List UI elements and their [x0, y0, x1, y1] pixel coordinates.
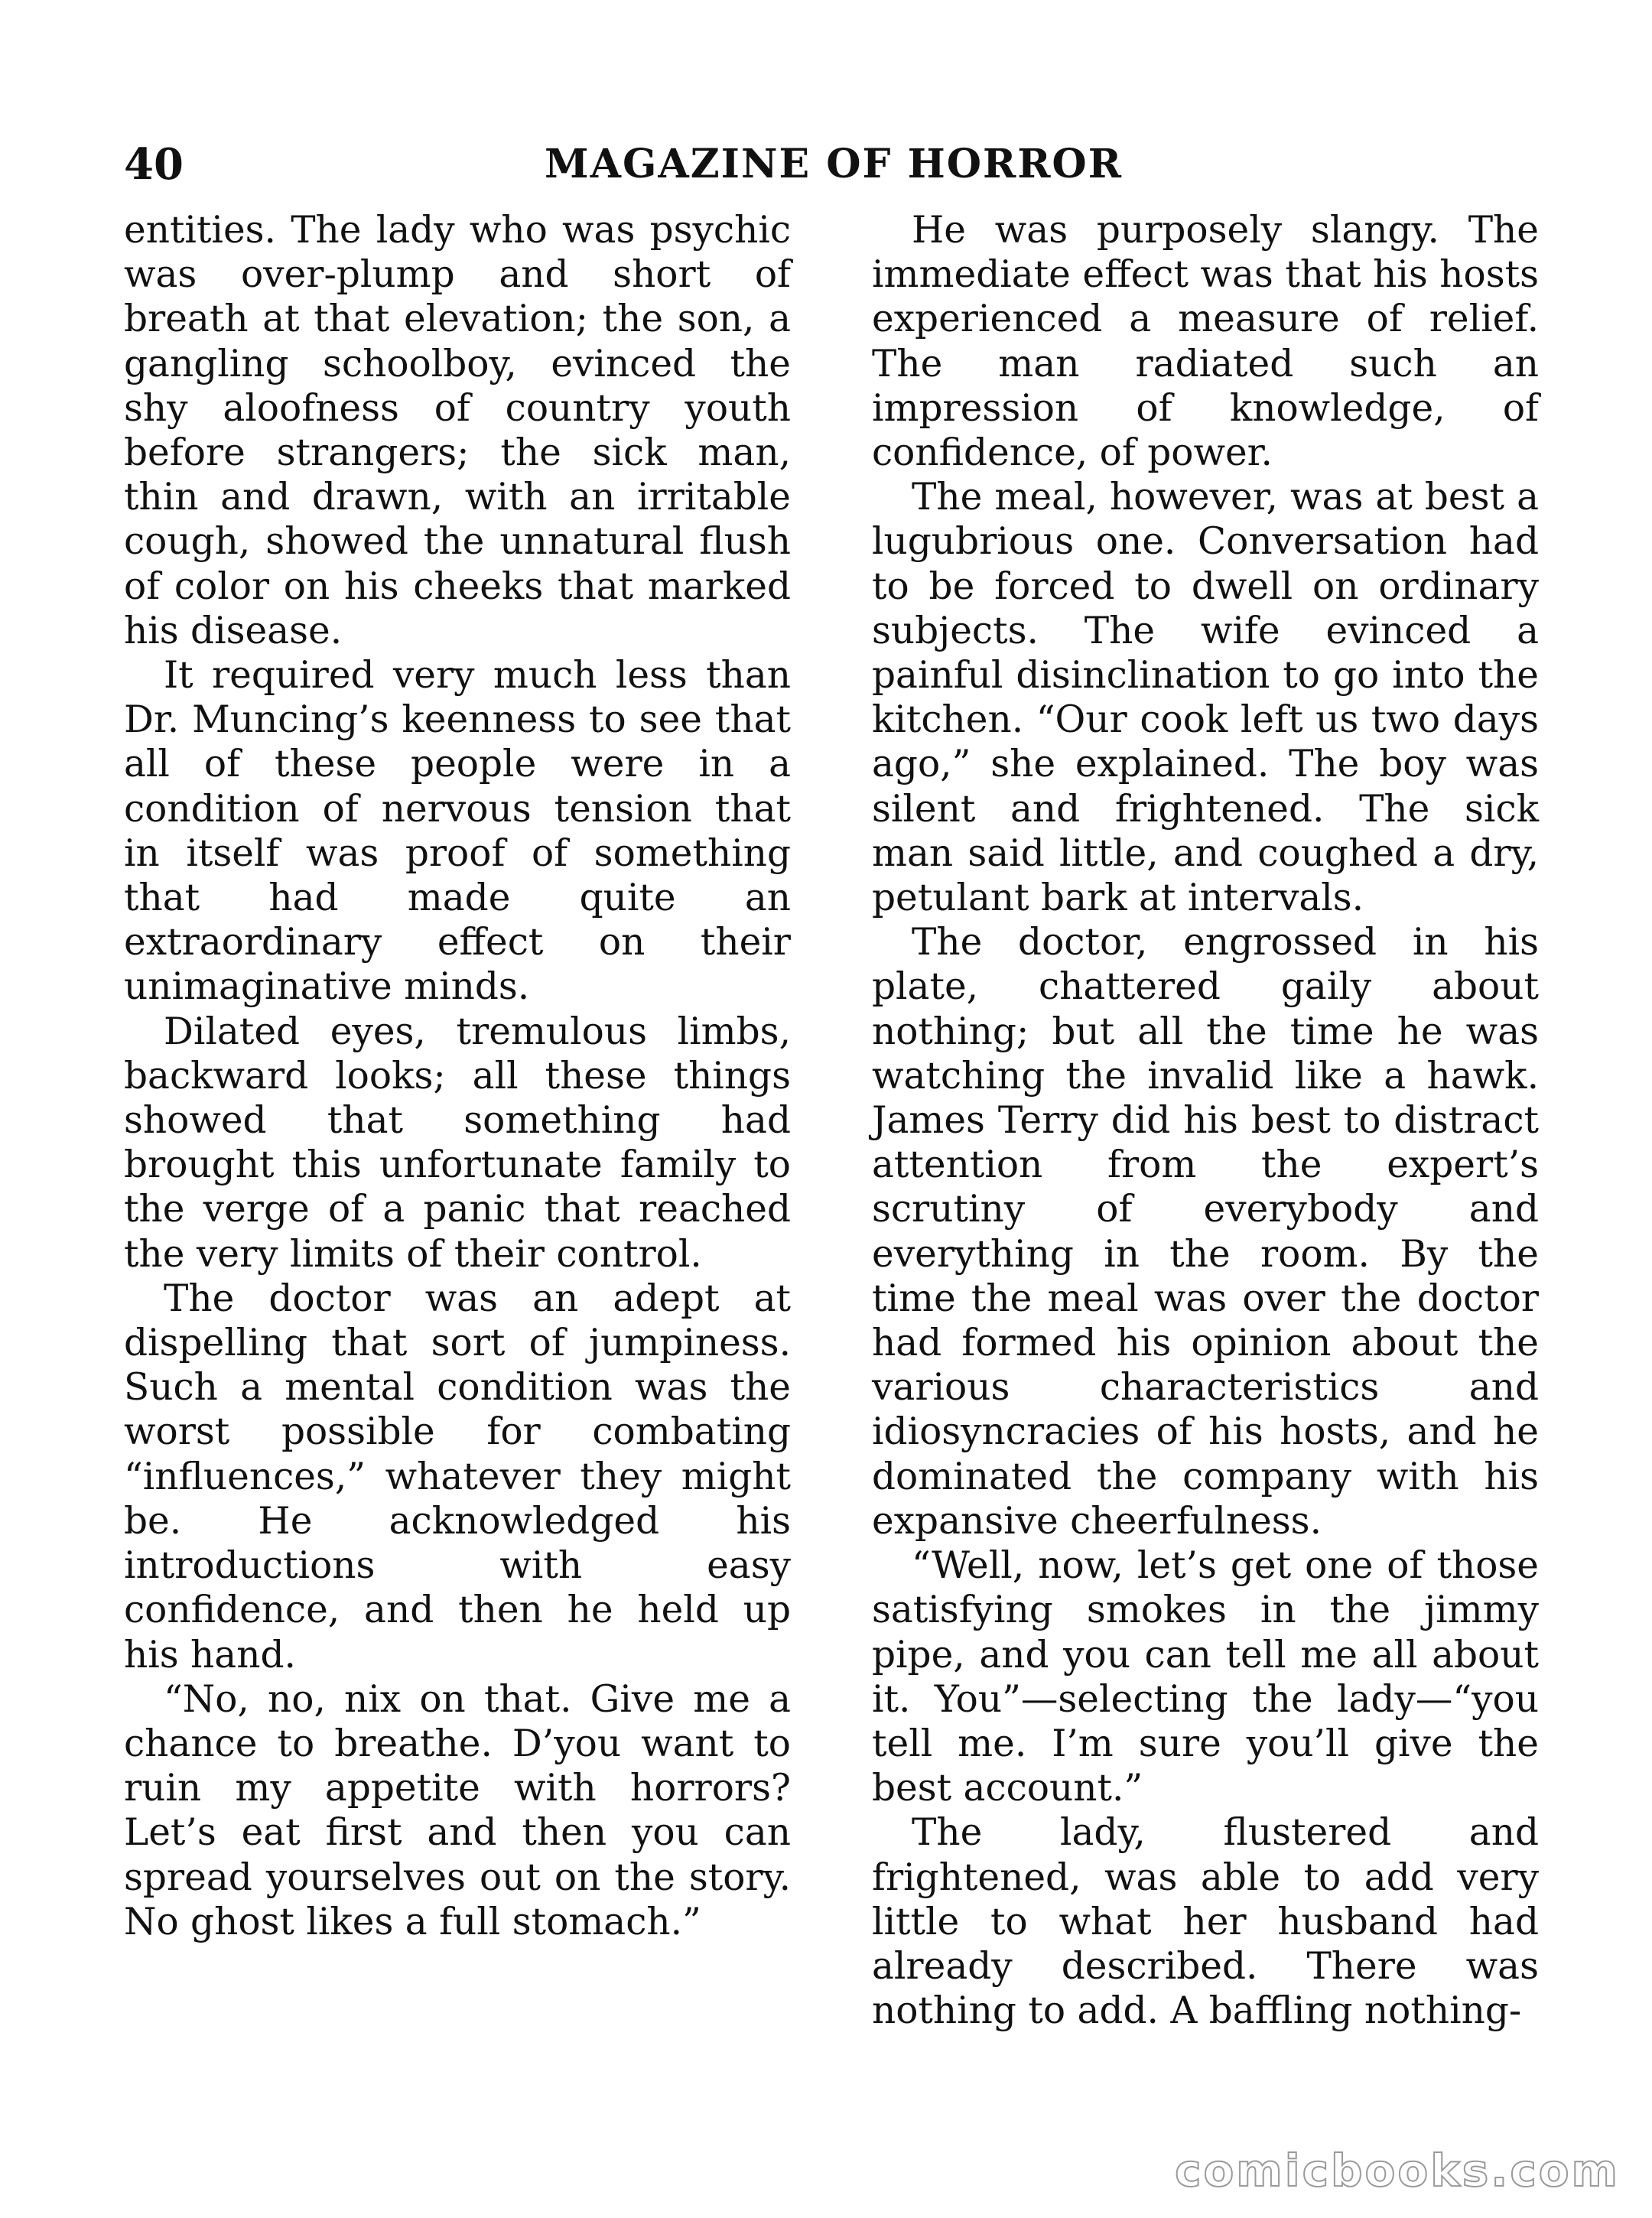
paragraph: He was purposely slangy. The immediate effect was that his hosts experienced a measure of relief. The man radiated such an impression of knowledge, of confidence, of power. [872, 209, 1539, 475]
watermark: comicbooks.com [1175, 2145, 1620, 2197]
paragraph: It required very much less than Dr. Muncing’s keenness to see that all of these people were in a condition of nervous tension that in itself was proof of something that had made quite an extraordinary effect on their unimaginative minds. [124, 654, 791, 1009]
left-column [124, 208, 791, 1944]
paragraph: “Well, now, let’s get one of those satisfying smokes in the jimmy pipe, and you can tell me all about it. You”—selecting the lady—“you tell me. I’m sure you’ll give the best account.” [872, 1544, 1539, 1810]
paragraph: The doctor was an adept at dispelling that sort of jumpiness. Such a mental condition was the worst possible for combating “influences,” whatever they might be. He acknowledged his introductions with easy confidence, and then he held up his hand. [124, 1276, 791, 1677]
running-title: MAGAZINE OF HORROR [545, 141, 1123, 187]
page-header [124, 134, 1543, 195]
paragraph: The lady, flustered and frightened, was able to add very little to what her husband had already described. There was nothing to add. A baffling nothing- [872, 1811, 1539, 2033]
paragraph: entities. The lady who was psychic was over-plump and short of breath at that elevation; the son, a gangling schoolboy, evinced the shy aloofness of country youth before strangers; the sick man, thin and drawn, with an irritable cough, showed the unnatural flush of color on his cheeks that marked his disease. [124, 209, 791, 652]
paragraph: The doctor, engrossed in his plate, chattered gaily about nothing; but all the time he was watching the invalid like a hawk. James Terry did his best to distract attention from the expert’s scrutiny of everybody and everything in the room. By the time the meal was over the doctor had formed his opinion about the various characteristics and idiosyncracies of his hosts, and he dominated the company with his expansive cheerfulness. [872, 921, 1539, 1543]
right-column [872, 208, 1539, 2033]
page-number: 40 [124, 139, 184, 190]
paragraph: “No, no, nix on that. Give me a chance to breathe. D’you want to ruin my appetite with horrors? Let’s eat first and then you can spread yourselves out on the story. No ghost likes a full stomach.” [124, 1677, 791, 1943]
paragraph: The meal, however, was at best a lugubrious one. Conversation had to be forced to dwell on ordinary subjects. The wife evinced a painful disinclination to go into the kitchen. “Our cook left us two days ago,” she explained. The boy was silent and frightened. The sick man said little, and coughed a dry, petulant bark at intervals. [872, 476, 1539, 920]
paragraph: Dilated eyes, tremulous limbs, backward looks; all these things showed that something had brought this unfortunate family to the verge of a panic that reached the very limits of their control. [124, 1010, 791, 1276]
